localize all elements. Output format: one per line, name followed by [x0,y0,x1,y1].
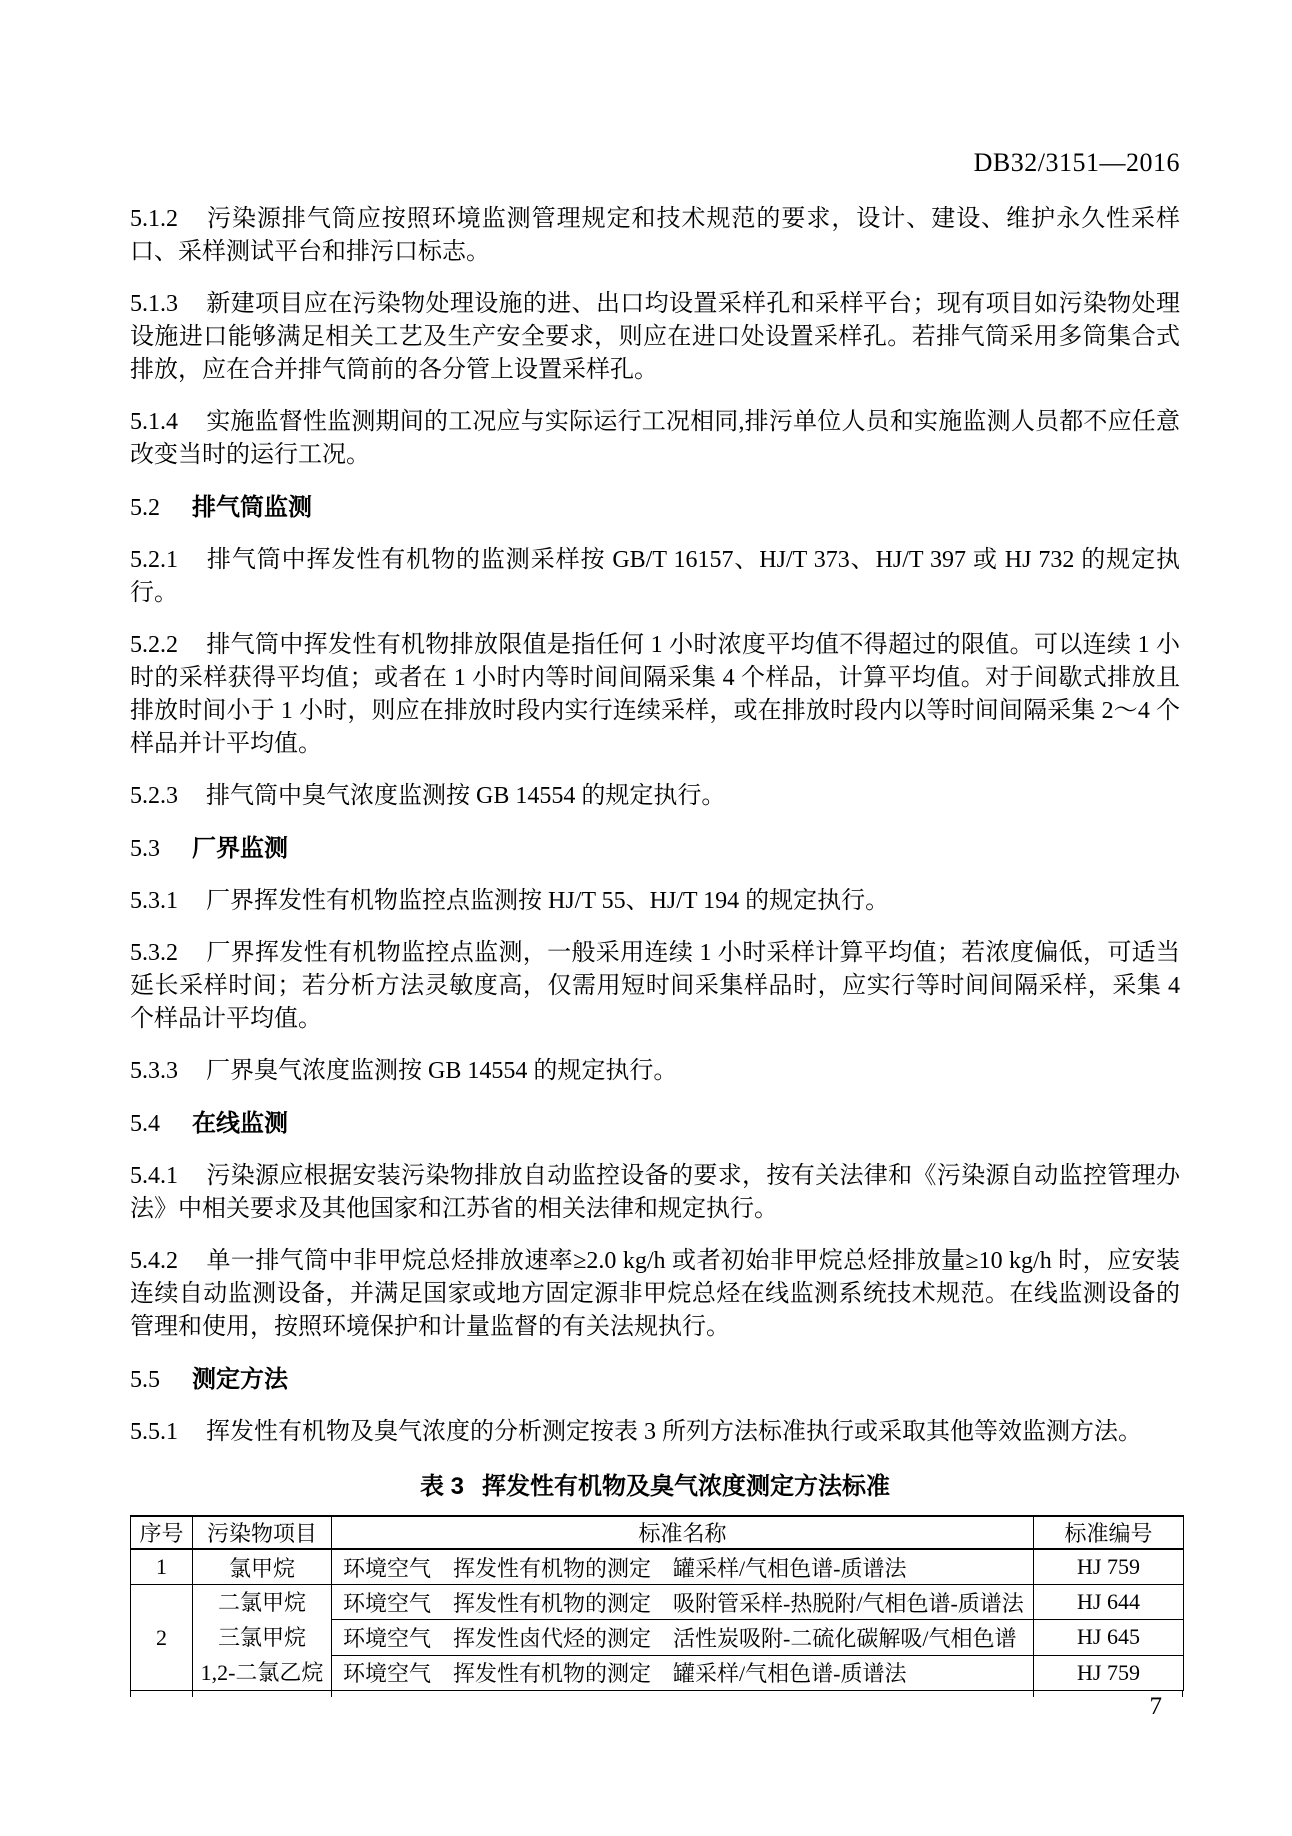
heading-text: 在线监测 [192,1110,288,1137]
section-5-1-4 [130,406,1180,472]
clause-number: 5.1.4 [130,409,178,435]
section-5-3-3 [130,1055,1180,1088]
heading-5-3 [130,832,1180,866]
cell-index: 1 [131,1549,193,1585]
clause-number: 5.4.2 [130,1248,178,1274]
table-title-text: 挥发性有机物及臭气浓度测定方法标准 [482,1473,890,1500]
clause-text: 厂界挥发性有机物监控点监测按 HJ/T 55、HJ/T 194 的规定执行。 [206,888,890,914]
section-5-5-1 [130,1416,1180,1449]
page-content [130,203,1180,1699]
cell-standard-code: HJ 759 [1034,1655,1184,1690]
methods-standards-table [130,1515,1184,1691]
cell-pollutant-group [193,1585,332,1691]
heading-5-5 [130,1363,1180,1397]
table-number: 表 3 [419,1473,464,1500]
heading-text: 排气筒监测 [192,494,312,521]
heading-number: 5.5 [130,1367,160,1393]
clause-text: 厂界臭气浓度监测按 GB 14554 的规定执行。 [206,1058,678,1084]
heading-5-2 [130,491,1180,525]
table-row [131,1585,1184,1620]
table-row [131,1549,1184,1585]
heading-text: 厂界监测 [192,835,288,862]
cell-standard-name: 环境空气 挥发性有机物的测定 罐采样/气相色谱-质谱法 [332,1549,1034,1585]
table-3-title [130,1468,1180,1515]
cell-standard-code: HJ 644 [1034,1585,1184,1620]
clause-number: 5.2.3 [130,783,178,809]
cell-standard-code: HJ 645 [1034,1620,1184,1655]
section-5-1-2 [130,203,1180,269]
clause-text: 污染源排气筒应按照环境监测管理规定和技术规范的要求，设计、建设、维护永久性采样口、采样测试平台和排污口标志。 [130,206,1180,265]
clause-text: 污染源应根据安装污染物排放自动监控设备的要求，按有关法律和《污染源自动监控管理办法》中相关要求及其他国家和江苏省的相关法律和规定执行。 [130,1163,1180,1222]
column-header-pollutant: 污染物项目 [193,1516,332,1549]
section-5-2-2 [130,629,1180,761]
clause-number: 5.1.2 [130,206,178,232]
heading-text: 测定方法 [192,1366,288,1393]
heading-5-4 [130,1107,1180,1141]
pollutant-name: 三氯甲烷 [217,1625,306,1650]
clause-text: 排气筒中挥发性有机物的监测采样按 GB/T 16157、HJ/T 373、HJ/T 397 或 HJ 732 的规定执行。 [130,547,1180,606]
section-5-3-2 [130,937,1180,1036]
table-continuation-stubs [130,1691,1183,1699]
cell-standard-name: 环境空气 挥发性有机物的测定 吸附管采样-热脱附/气相色谱-质谱法 [332,1585,1034,1620]
heading-number: 5.3 [130,836,160,862]
pollutant-name: 二氯甲烷 [217,1590,306,1615]
clause-text: 厂界挥发性有机物监控点监测，一般采用连续 1 小时采样计算平均值；若浓度偏低，可适当延长采样时间；若分析方法灵敏度高，仅需用短时间采集样品时，应实行等时间间隔采样，采集 4 个样品计平均值。 [130,940,1180,1032]
cell-pollutant: 氯甲烷 [193,1549,332,1585]
section-5-3-1 [130,885,1180,918]
section-5-4-2 [130,1245,1180,1344]
clause-number: 5.2.2 [130,632,178,658]
clause-number: 5.3.2 [130,940,178,966]
section-5-1-3 [130,288,1180,387]
clause-text: 排气筒中挥发性有机物排放限值是指任何 1 小时浓度平均值不得超过的限值。可以连续 1 小时的采样获得平均值；或者在 1 小时内等时间间隔采集 4 个样品，计算平均值。对于间歇式排放且排放时间小于 1 小时，则应在排放时段内实行连续采样，或在排放时段内以等时间间隔采集 2～4 个样品并计平均值。 [130,632,1180,757]
clause-number: 5.3.3 [130,1058,178,1084]
heading-number: 5.2 [130,495,160,521]
clause-number: 5.4.1 [130,1163,178,1189]
cell-standard-code: HJ 759 [1034,1549,1184,1585]
clause-text: 挥发性有机物及臭气浓度的分析测定按表 3 所列方法标准执行或采取其他等效监测方法。 [206,1419,1142,1445]
column-header-standard-code: 标准编号 [1034,1516,1184,1549]
cell-standard-name: 环境空气 挥发性卤代烃的测定 活性炭吸附-二硫化碳解吸/气相色谱 [332,1620,1034,1655]
clause-number: 5.5.1 [130,1419,178,1445]
clause-text: 新建项目应在污染物处理设施的进、出口均设置采样孔和采样平台；现有项目如污染物处理设施进口能够满足相关工艺及生产安全要求，则应在进口处设置采样孔。若排气筒采用多筒集合式排放，应在合并排气筒前的各分管上设置采样孔。 [130,291,1180,383]
clause-text: 实施监督性监测期间的工况应与实际运行工况相同,排污单位人员和实施监测人员都不应任意改变当时的运行工况。 [130,409,1180,468]
header-standard-number: DB32/3151—2016 [973,148,1180,177]
clause-number: 5.3.1 [130,888,178,914]
clause-number: 5.1.3 [130,291,178,317]
column-header-standard-name: 标准名称 [332,1516,1034,1549]
cell-index: 2 [131,1585,193,1691]
clause-text: 单一排气筒中非甲烷总烃排放速率≥2.0 kg/h 或者初始非甲烷总烃排放量≥10 kg/h 时，应安装连续自动监测设备，并满足国家或地方固定源非甲烷总烃在线监测系统技术规范。在线监测设备的管理和使用，按照环境保护和计量监督的有关法规执行。 [130,1248,1180,1340]
page-number: 7 [1149,1693,1162,1720]
heading-number: 5.4 [130,1111,160,1137]
section-5-4-1 [130,1160,1180,1226]
clause-number: 5.2.1 [130,547,178,573]
section-5-2-1 [130,544,1180,610]
clause-text: 排气筒中臭气浓度监测按 GB 14554 的规定执行。 [206,783,726,809]
cell-standard-name: 环境空气 挥发性有机物的测定 罐采样/气相色谱-质谱法 [332,1655,1034,1690]
section-5-2-3 [130,780,1180,813]
table-header-row [131,1516,1184,1549]
pollutant-name: 1,2-二氯乙烷 [200,1660,324,1685]
column-header-index: 序号 [131,1516,193,1549]
